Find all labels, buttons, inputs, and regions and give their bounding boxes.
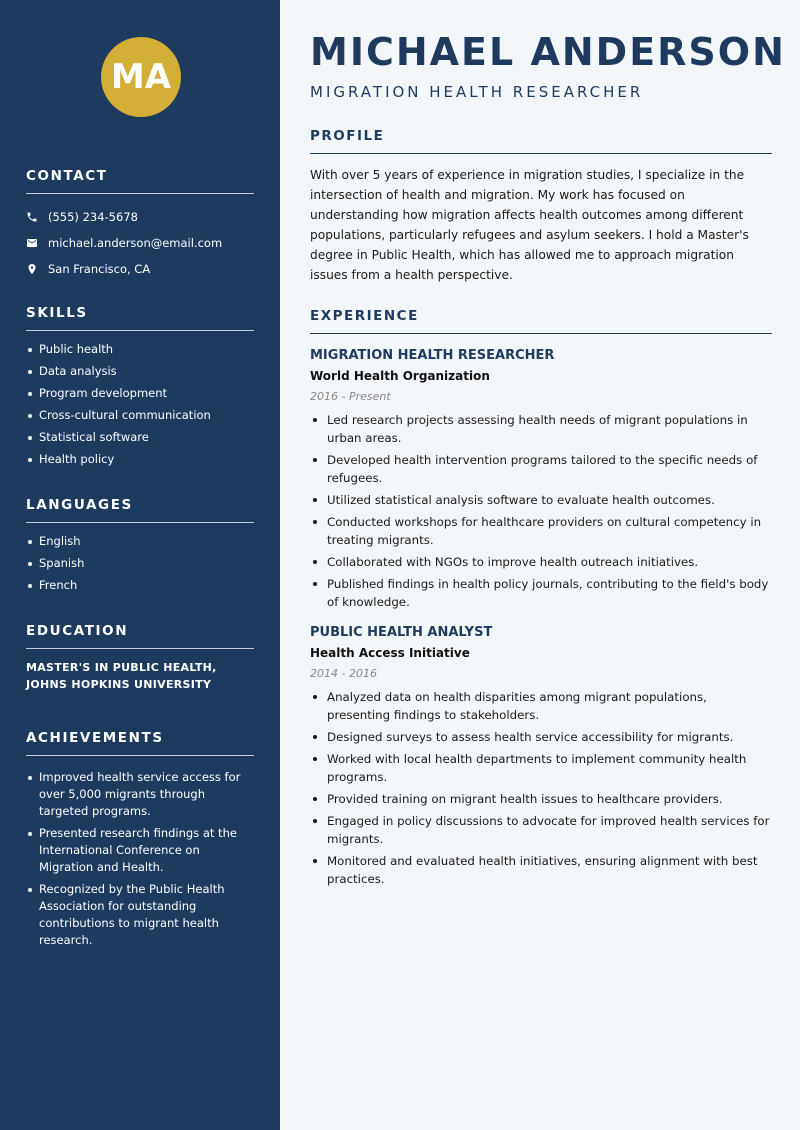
- job-role: PUBLIC HEALTH ANALYST: [310, 625, 493, 640]
- experience-section: [310, 308, 772, 892]
- achievements-section: [26, 730, 254, 954]
- job-title: MIGRATION HEALTH RESEARCHER: [310, 83, 644, 101]
- profile-heading: PROFILE: [310, 128, 772, 154]
- location-pin-icon: [26, 263, 38, 275]
- avatar-initials: MA: [110, 57, 172, 97]
- job-bullet: Engaged in policy discussions to advocate for improved health services for migrants.: [310, 812, 772, 848]
- avatar: [101, 37, 181, 117]
- job-bullet: Analyzed data on health disparities among migrant populations, presenting findings to stakeholders.: [310, 688, 772, 724]
- job-dates: 2014 - 2016: [310, 667, 377, 680]
- job-bullet: Collaborated with NGOs to improve health outreach initiatives.: [310, 553, 772, 571]
- job-bullet: Led research projects assessing health needs of migrant populations in urban areas.: [310, 411, 772, 447]
- job-bullets: [310, 411, 772, 611]
- skill-item: Statistical software: [26, 429, 254, 446]
- languages-heading: LANGUAGES: [26, 497, 254, 523]
- person-name: MICHAEL ANDERSON: [310, 30, 786, 74]
- skills-list: [26, 341, 254, 468]
- job-bullet: Provided training on migrant health issues to healthcare providers.: [310, 790, 772, 808]
- experience-entry: [310, 625, 772, 888]
- contact-heading: CONTACT: [26, 168, 254, 194]
- contact-phone: [26, 204, 254, 230]
- skill-item: Public health: [26, 341, 254, 358]
- achievements-heading: ACHIEVEMENTS: [26, 730, 254, 756]
- skills-section: [26, 305, 254, 473]
- job-bullet: Designed surveys to assess health service accessibility for migrants.: [310, 728, 772, 746]
- skill-item: Program development: [26, 385, 254, 402]
- email-text[interactable]: michael.anderson@email.com: [48, 236, 223, 250]
- location-text: San Francisco, CA: [48, 262, 151, 276]
- phone-text[interactable]: (555) 234-5678: [48, 210, 138, 224]
- profile-section: [310, 128, 772, 285]
- profile-text: With over 5 years of experience in migration studies, I specialize in the intersection of health and migration. My work has focused on understanding how migration affects health outcomes among different populations, particularly refugees and asylum seekers. I hold a Master's degree in Public Health, which has allowed me to approach migration issues from a health perspective.: [310, 168, 749, 282]
- education-heading: EDUCATION: [26, 623, 254, 649]
- experience-entry: [310, 348, 772, 611]
- education-degree: MASTER'S IN PUBLIC HEALTH, JOHNS HOPKINS UNIVERSITY: [26, 661, 217, 691]
- language-item: Spanish: [26, 555, 254, 572]
- experience-heading: EXPERIENCE: [310, 308, 772, 334]
- languages-section: [26, 497, 254, 599]
- job-role: MIGRATION HEALTH RESEARCHER: [310, 348, 555, 363]
- language-item: English: [26, 533, 254, 550]
- skill-item: Health policy: [26, 451, 254, 468]
- job-bullet: Developed health intervention programs tailored to the specific needs of refugees.: [310, 451, 772, 487]
- languages-list: [26, 533, 254, 594]
- sidebar: [0, 0, 280, 1130]
- job-bullet: Worked with local health departments to implement community health programs.: [310, 750, 772, 786]
- achievement-item: Recognized by the Public Health Association for outstanding contributions to migrant health research.: [26, 881, 254, 949]
- job-bullet: Monitored and evaluated health initiatives, ensuring alignment with best practices.: [310, 852, 772, 888]
- job-bullet: Published findings in health policy journals, contributing to the field's body of knowledge.: [310, 575, 772, 611]
- education-section: [26, 623, 254, 693]
- job-company: World Health Organization: [310, 369, 490, 383]
- job-dates: 2016 - Present: [310, 390, 391, 403]
- skill-item: Data analysis: [26, 363, 254, 380]
- language-item: French: [26, 577, 254, 594]
- achievement-item: Presented research findings at the International Conference on Migration and Health.: [26, 825, 254, 876]
- phone-icon: [26, 211, 38, 223]
- contact-section: [26, 168, 254, 282]
- contact-location: [26, 256, 254, 282]
- job-bullets: [310, 688, 772, 888]
- achievements-list: [26, 769, 254, 949]
- job-bullet: Utilized statistical analysis software to evaluate health outcomes.: [310, 491, 772, 509]
- achievement-item: Improved health service access for over 5,000 migrants through targeted programs.: [26, 769, 254, 820]
- skills-heading: SKILLS: [26, 305, 254, 331]
- contact-email: [26, 230, 254, 256]
- mail-icon: [26, 237, 38, 249]
- job-bullet: Conducted workshops for healthcare providers on cultural competency in treating migrants.: [310, 513, 772, 549]
- job-company: Health Access Initiative: [310, 646, 470, 660]
- skill-item: Cross-cultural communication: [26, 407, 254, 424]
